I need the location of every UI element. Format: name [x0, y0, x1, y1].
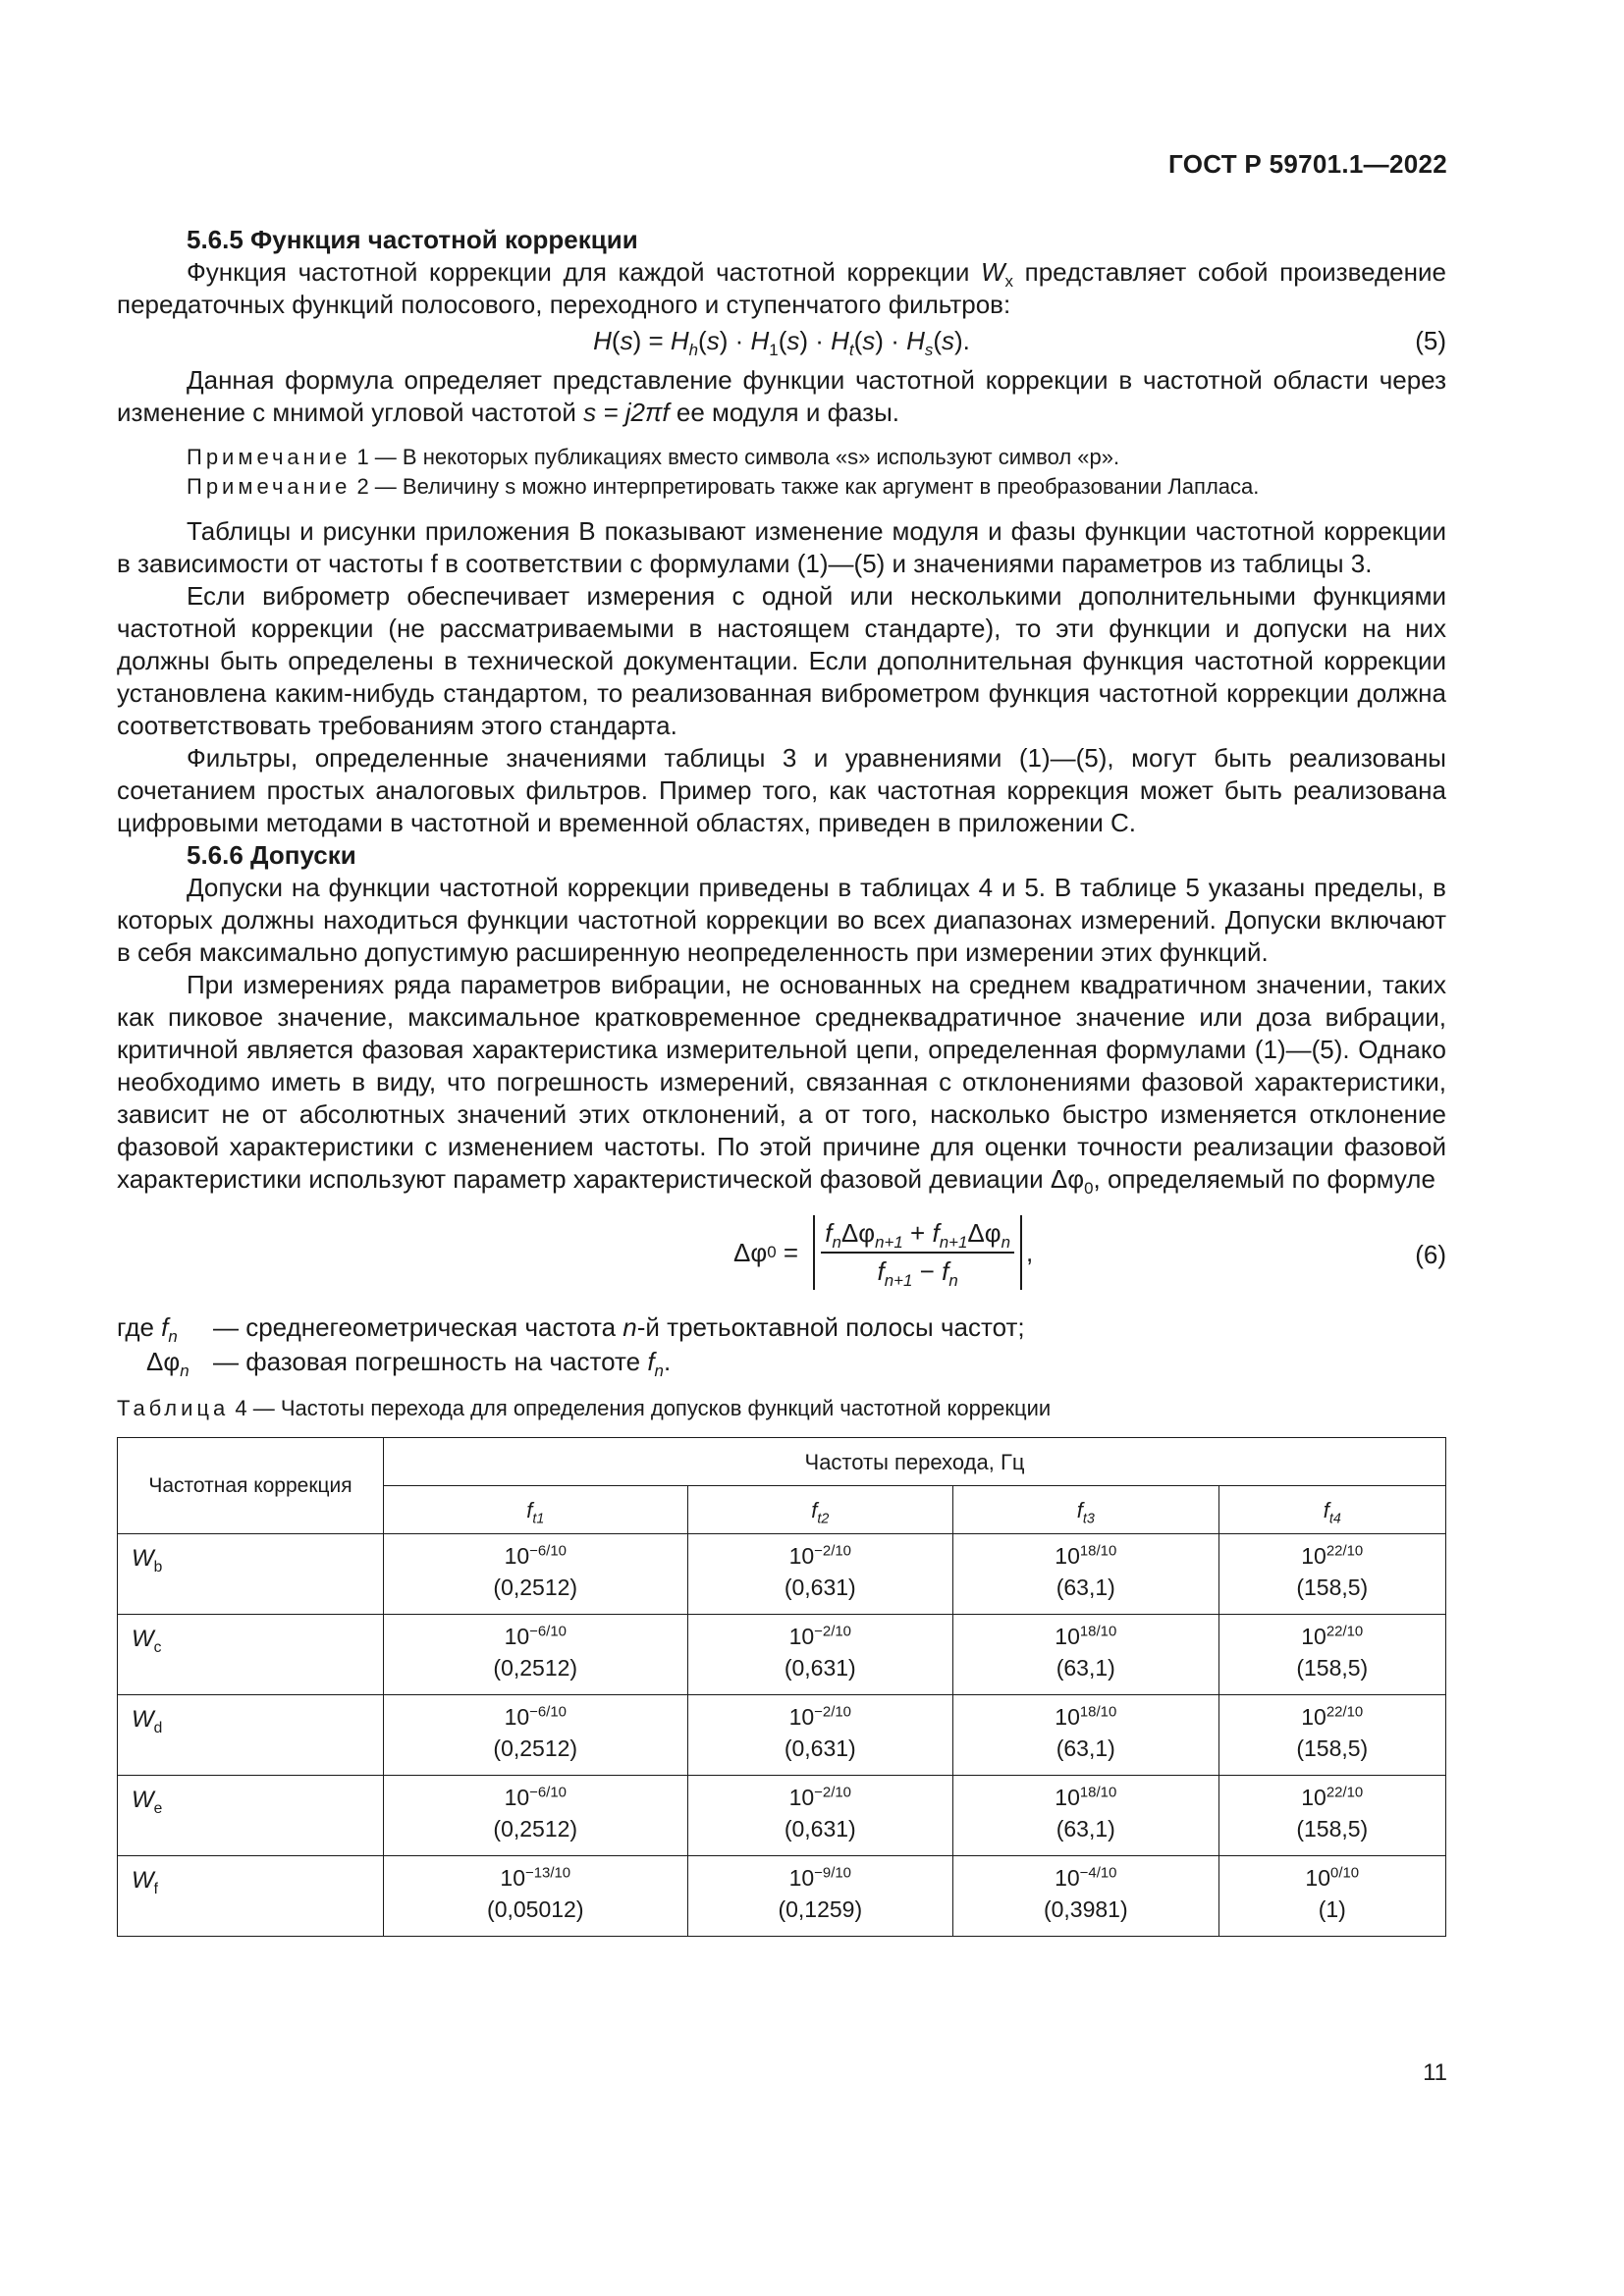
decimal-value: (158,5) [1296, 1655, 1369, 1681]
power-value: $10^{18/10}$ [1055, 1623, 1117, 1649]
decimal-value: (63,1) [1056, 1735, 1115, 1761]
decimal-value: (0,631) [784, 1655, 856, 1681]
decimal-value: (0,2512) [493, 1655, 578, 1681]
formula-6-legend [117, 1311, 1446, 1380]
table-4 [117, 1437, 1446, 1937]
decimal-value: (63,1) [1056, 1655, 1115, 1681]
table-cell [687, 1695, 953, 1776]
page-number: 11 [1423, 2059, 1447, 2086]
row-label: $W_e$ [118, 1776, 384, 1856]
formula-5 [117, 321, 1446, 364]
power-value: $10^{-13/10}$ [500, 1864, 571, 1891]
section-heading-565: 5.6.5 Функция частотной коррекции [187, 225, 638, 254]
decimal-value: (0,631) [784, 1816, 856, 1842]
table-row [118, 1534, 1446, 1615]
power-value: $10^{22/10}$ [1301, 1784, 1364, 1810]
table-cell [1218, 1534, 1445, 1615]
row-label: $W_f$ [118, 1856, 384, 1937]
fraction-denominator: $f_{n+1} - f_n$ [877, 1256, 958, 1291]
row-label: $W_d$ [118, 1695, 384, 1776]
standard-designation: ГОСТ Р 59701.1—2022 [1168, 149, 1447, 179]
table-cell [384, 1856, 688, 1937]
decimal-value: (63,1) [1056, 1575, 1115, 1600]
table-row [118, 1856, 1446, 1937]
table-cell [953, 1695, 1219, 1776]
table-cell [953, 1776, 1219, 1856]
power-value: $10^{-6/10}$ [504, 1623, 567, 1649]
table-cell [953, 1615, 1219, 1695]
power-value: $10^{-6/10}$ [504, 1542, 567, 1569]
page-body [117, 224, 1446, 1937]
paragraph-566-2: При измерениях ряда параметров вибрации, не основанных на среднем квадратичном значении, таких как пиковое значение, максимальное кратковременное среднеквадратичное значение или доза вибрации, критичной является фазовая характеристика измерительной цепи, определенная формулами (1)—(5). Однако необходимо иметь в виду, что погрешность измерений, связанная с отклонениями фазовой характеристики, зависит не от абсолютных значений этих отклонений, а от того, насколько быстро изменяется отклонение фазовой характеристики с изменением частоты. По этой причине для оценки точности реализации фазовой характеристики используют параметр характеристической фазовой девиации $\Delta\varphi_0$, определяемый по формуле [117, 970, 1446, 1199]
legend-row-dphi: $\Delta\varphi_n$ — фазовая погрешность на частоте $f_n$. [146, 1347, 672, 1381]
table-cell [687, 1534, 953, 1615]
note-2: Примечание 2 — Величину s можно интерпретировать также как аргумент в преобразовании Лапласа. [187, 474, 1260, 499]
paragraph-565-5: Фильтры, определенные значениями таблицы 3 и уравнениями (1)—(5), могут быть реализованы сочетанием простых аналоговых фильтров. Пример того, как частотная коррекция может быть реализована цифровыми методами в частотной и временной областях, приведен в приложении С. [117, 743, 1446, 837]
decimal-value: (1) [1318, 1896, 1346, 1922]
power-value: $10^{18/10}$ [1055, 1703, 1117, 1730]
decimal-value: (0,631) [784, 1575, 856, 1600]
power-value: $10^{18/10}$ [1055, 1542, 1117, 1569]
table-cell [687, 1856, 953, 1937]
table-header-ft1: $f_{t1}$ [384, 1486, 688, 1534]
paragraph-565-1: Функция частотной коррекции для каждой частотной коррекции $W_x$ представляет собой произведение передаточных функций полосового, переходного и ступенчатого фильтров: [117, 257, 1446, 319]
decimal-value: (158,5) [1296, 1575, 1369, 1600]
note-1: Примечание 1 — В некоторых публикациях вместо символа «s» используют символ «p». [187, 445, 1120, 469]
table-cell [1218, 1776, 1445, 1856]
abs-value-bars [813, 1215, 1022, 1290]
fraction-numerator: $f_n\Delta\varphi_{n+1} + f_{n+1}\Delta\varphi_n$ [821, 1217, 1014, 1254]
power-value: $10^{22/10}$ [1301, 1623, 1364, 1649]
power-value: $10^{22/10}$ [1301, 1542, 1364, 1569]
power-value: $10^{18/10}$ [1055, 1784, 1117, 1810]
decimal-value: (0,2512) [493, 1575, 578, 1600]
table-cell [953, 1534, 1219, 1615]
power-value: $10^{-6/10}$ [504, 1784, 567, 1810]
power-value: $10^{-2/10}$ [788, 1542, 851, 1569]
decimal-value: (0,2512) [493, 1735, 578, 1761]
fraction [821, 1217, 1014, 1291]
legend-row-fn: где $f_n$ — среднегеометрическая частота n-й третьоктавной полосы частот; [117, 1312, 1025, 1347]
decimal-value: (0,1259) [778, 1896, 863, 1922]
formula-6-number: (6) [1415, 1240, 1446, 1269]
table-cell [384, 1615, 688, 1695]
table-cell [384, 1776, 688, 1856]
decimal-value: (63,1) [1056, 1816, 1115, 1842]
table-cell [687, 1776, 953, 1856]
decimal-value: (158,5) [1296, 1735, 1369, 1761]
paragraph-566-1: Допуски на функции частотной коррекции приведены в таблицах 4 и 5. В таблице 5 указаны пределы, в которых должны находиться функции частотной коррекции во всех диапазонах измерений. Допуски включают в себя максимально допустимую расширенную неопределенность при измерении этих функций. [117, 873, 1446, 967]
row-label: $W_c$ [118, 1615, 384, 1695]
table-header-ft4: $f_{t4}$ [1218, 1486, 1445, 1534]
power-value: $10^{-2/10}$ [788, 1623, 851, 1649]
power-value: $10^{-6/10}$ [504, 1703, 567, 1730]
row-label: $W_b$ [118, 1534, 384, 1615]
power-value: $10^{0/10}$ [1305, 1864, 1360, 1891]
decimal-value: (158,5) [1296, 1816, 1369, 1842]
table-header-correction: Частотная коррекция [118, 1438, 384, 1534]
paragraph-565-3: Таблицы и рисунки приложения В показывают изменение модуля и фазы функции частотной коррекции в зависимости от частоты f в соответствии с формулами (1)—(5) и значениями параметров из таблицы 3. [117, 516, 1446, 578]
power-value: $10^{-4/10}$ [1055, 1864, 1117, 1891]
formula-5-expression: $H(s) = H_h(s) \cdot H_1(s) \cdot H_t(s) \cdot H_s(s)$. [593, 326, 970, 360]
table-cell [1218, 1856, 1445, 1937]
table-row [118, 1776, 1446, 1856]
table-row [118, 1695, 1446, 1776]
power-value: $10^{-2/10}$ [788, 1703, 851, 1730]
table-header-ft2: $f_{t2}$ [687, 1486, 953, 1534]
table-header-group: Частоты перехода, Гц [384, 1438, 1446, 1486]
table-cell [1218, 1615, 1445, 1695]
table-header-ft3: $f_{t3}$ [953, 1486, 1219, 1534]
formula-5-number: (5) [1415, 326, 1446, 355]
table-row [118, 1615, 1446, 1695]
formula-6-expression: Δφ 0 = $\frac{f_n\Delta\varphi_{n+1} + f_{n+1}\Delta\varphi_n}{f_{n+1} - f_n}$ , [733, 1215, 1033, 1290]
power-value: $10^{-9/10}$ [788, 1864, 851, 1891]
power-value: $10^{22/10}$ [1301, 1703, 1364, 1730]
table-cell [384, 1534, 688, 1615]
paragraph-565-4: Если виброметр обеспечивает измерения с одной или несколькими дополнительными функциями частотной коррекции (не рассматриваемыми в настоящем стандарте), то эти функции и допуски на них должны быть определены в технической документации. Если дополнительная функция частотной коррекции установлена каким-нибудь стандартом, то реализованная виброметром функция частотной коррекции должна соответствовать требованиям этого стандарта. [117, 581, 1446, 740]
paragraph-565-2: Данная формула определяет представление функции частотной коррекции в частотной области через изменение с мнимой угловой частотой s = j2πf ее модуля и фазы. [117, 365, 1446, 427]
table-cell [953, 1856, 1219, 1937]
section-heading-566: 5.6.6 Допуски [187, 840, 356, 870]
table-cell [384, 1695, 688, 1776]
decimal-value: (0,05012) [487, 1896, 584, 1922]
table-cell [1218, 1695, 1445, 1776]
table-cell [687, 1615, 953, 1695]
decimal-value: (0,2512) [493, 1816, 578, 1842]
decimal-value: (0,631) [784, 1735, 856, 1761]
power-value: $10^{-2/10}$ [788, 1784, 851, 1810]
decimal-value: (0,3981) [1043, 1896, 1128, 1922]
table-4-caption: Таблица 4 — Частоты перехода для определения допусков функций частотной коррекции [117, 1396, 1052, 1420]
formula-6 [117, 1209, 1446, 1308]
